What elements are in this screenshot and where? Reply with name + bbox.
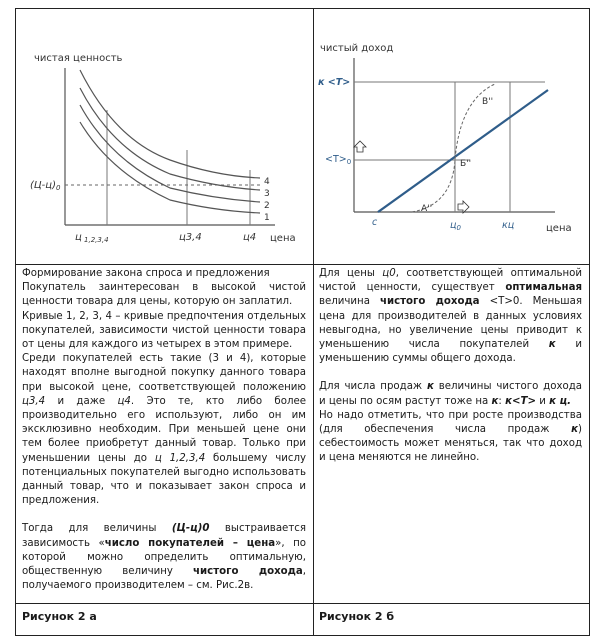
caption-figure-2a: Рисунок 2 а xyxy=(22,610,97,623)
x-axis-label: цена xyxy=(546,223,572,234)
y-tick-kT: к <Т> xyxy=(318,77,351,88)
right-text-cell xyxy=(319,267,582,466)
left-heading: Формирование закона спроса и предложения xyxy=(22,268,270,279)
point-label-A: А'' xyxy=(421,204,433,214)
left-paragraph-2: Кривые 1, 2, 3, 4 – кривые предпочтения отдельных покупателей, зависимости чистой ценности товара от цены для каждого из четырех в этом примере. xyxy=(22,310,306,351)
right-paragraph-1: Для цены ц0, соответствующей оптимальной чистой ценности, существует оптимальная величина чистого дохода <Т>0. Меньшая цена для производителей в данных условиях невыгодна, но увеличение цены приводит к уменьшению числа покупателей к и уменьшению суммы общего дохода. xyxy=(319,268,583,365)
y-tick-T0: $<Т>_0$ xyxy=(325,154,352,166)
left-text-cell xyxy=(22,267,306,593)
x-tick-c4: ц4 xyxy=(243,232,257,243)
x-tick-c: с xyxy=(372,217,378,228)
curve-label-2: 2 xyxy=(264,201,270,211)
x-tick-c34: ц3,4 xyxy=(179,232,202,243)
right-paragraph-2: Для числа продаж к величины чистого дохода и цены по осям растут тоже на к: к<Т> и к ц. xyxy=(319,381,582,407)
figure-2b-graph xyxy=(314,9,589,264)
table-border-row2 xyxy=(15,603,590,604)
curve-label-4: 4 xyxy=(264,177,270,187)
left-paragraph-3: Среди покупателей есть такие (3 и 4), которые находят вполне выгодной покупку данного товара при высокой цене, соответствующей положению ц3,4 и даже ц4. Это те, кто либо более производительно его используют, либо он им эксклюзивно необходим. При меньшей цене они тем более приобретут данный товар. Только при уменьшении цены до ц 1,2,3,4 большему числу потенциальных покупателей выгодно использовать данный товар, что и показывает закон спроса и предложения. xyxy=(22,353,306,507)
x-tick-c1234: ц $_{1,2,3,4}$ xyxy=(75,232,109,244)
x-tick-kc: кц xyxy=(502,220,515,231)
income-line xyxy=(378,90,548,212)
arrow-right-icon xyxy=(458,201,469,213)
point-label-B: Б'' xyxy=(460,159,472,169)
curve-label-3: 3 xyxy=(264,189,270,199)
arrow-up-icon xyxy=(354,141,366,152)
curve-label-1: 1 xyxy=(264,213,270,223)
table-border-row1 xyxy=(15,264,590,265)
left-paragraph-1: Покупатель заинтересован в высокой чистой ценности товара для цены, которую он заплатил. xyxy=(22,282,306,308)
figure-2a-graph xyxy=(16,9,313,264)
x-tick-c0: $ц_0$ xyxy=(450,220,461,232)
caption-figure-2b: Рисунок 2 б xyxy=(319,610,395,623)
point-label-V: В'' xyxy=(482,97,494,107)
left-paragraph-4: Тогда для величины (Ц-ц)0 выстраивается зависимость «число покупателей – цена», по которой можно определить оптимальную, общественную величину чистого дохода, получаемого производителем – см. Рис.2в. xyxy=(22,523,307,592)
table-border-bottom xyxy=(15,635,590,636)
x-axis-label: цена xyxy=(270,233,296,244)
right-paragraph-3: Но надо отметить, что при росте производства (для обеспечения числа продаж к) себестоимость может меняться, так что доход и цена меняются не линейно. xyxy=(319,409,582,464)
table-border-right xyxy=(589,8,590,636)
y-level-label: $(Ц-ц)_0$ xyxy=(30,180,61,192)
y-axis-label: чистая ценность xyxy=(34,53,123,64)
y-axis-label: чистый доход xyxy=(320,43,394,54)
